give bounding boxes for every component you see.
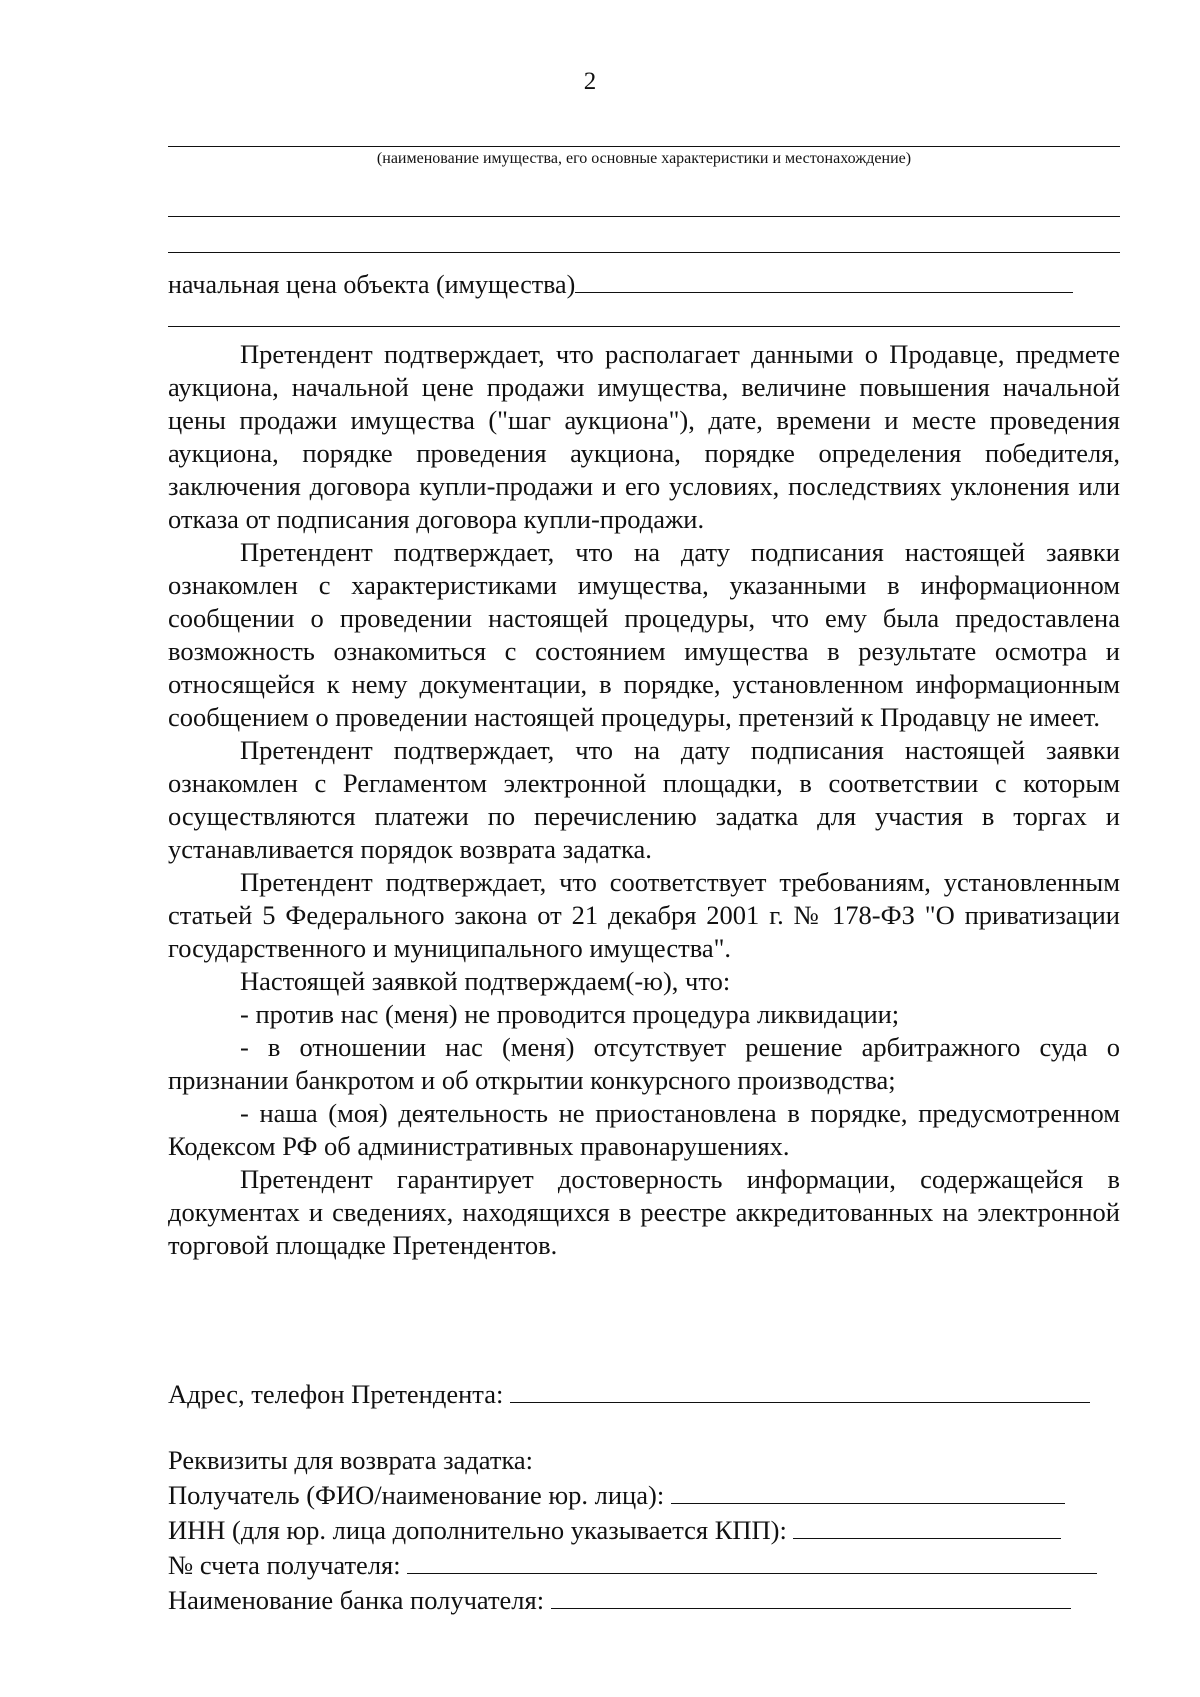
paragraph-property-familiarity: Претендент подтверждает, что на дату подписания настоящей заявки ознакомлен с характеристиками имущества, указанными в информационном сообщении о проведении настоящей процедуры, что ему была предоставлена возможность ознакомиться с состоянием имущества в результате осмотра и относящейся к нему документации, в порядке, установленном информационным сообщением о проведении настоящей процедуры, претензий к Продавцу не имеет. xyxy=(168,537,1120,732)
paragraph-no-bankruptcy: - в отношении нас (меня) отсутствует решение арбитражного суда о признании банкротом и об открытии конкурсного производства; xyxy=(168,1032,1120,1095)
paragraph-guarantee: Претендент гарантирует достоверность информации, содержащейся в документах и сведениях, находящихся в реестре аккредитованных на электронной торговой площадке Претендентов. xyxy=(168,1164,1120,1260)
property-name-line xyxy=(168,146,1120,147)
recipient-label: Получатель (ФИО/наименование юр. лица): xyxy=(168,1480,665,1510)
application-statements xyxy=(168,338,1120,1262)
bank-field xyxy=(551,1582,1071,1609)
contact-field xyxy=(510,1376,1090,1403)
bank-label: Наименование банка получателя: xyxy=(168,1585,545,1615)
paragraph-not-suspended: - наша (моя) деятельность не приостановлена в порядке, предусмотренном Кодексом РФ об административных правонарушениях. xyxy=(168,1098,1120,1161)
paragraph-confirmation-intro: Настоящей заявкой подтверждаем(-ю), что: xyxy=(240,966,731,996)
recipient-field xyxy=(671,1477,1065,1504)
paragraph-requirements: Претендент подтверждает, что соответствует требованиям, установленным статьей 5 Федерального закона от 21 декабря 2001 г. № 178-ФЗ "О приватизации государственного и муниципального имущества". xyxy=(168,867,1120,963)
refund-heading: Реквизиты для возврата задатка: xyxy=(168,1445,534,1475)
start-price-extra-line xyxy=(168,326,1120,327)
paragraph-platform-rules: Претендент подтверждает, что на дату подписания настоящей заявки ознакомлен с Регламентом электронной площадки, в соответствии с которым осуществляются платежи по перечислению задатка для участия в торгах и устанавливается порядок возврата задатка. xyxy=(168,735,1120,864)
start-price-label: начальная цена объекта (имущества) xyxy=(168,270,576,299)
property-details-line-2 xyxy=(168,252,1120,253)
contact-row xyxy=(168,1376,1120,1411)
property-details-line-1 xyxy=(168,216,1120,217)
refund-details xyxy=(168,1444,1120,1617)
inn-label: ИНН (для юр. лица дополнительно указывается КПП): xyxy=(168,1515,787,1545)
account-label: № счета получателя: xyxy=(168,1550,401,1580)
account-field xyxy=(407,1547,1097,1574)
page-number: 2 xyxy=(583,68,597,95)
paragraph-no-liquidation: - против нас (меня) не проводится процедура ликвидации; xyxy=(240,999,900,1029)
inn-field xyxy=(793,1512,1061,1539)
property-caption: (наименование имущества, его основные характеристики и местонахождение) xyxy=(376,150,912,167)
start-price-row xyxy=(168,266,1073,301)
paragraph-awareness: Претендент подтверждает, что располагает данными о Продавце, предмете аукциона, начальной цене продажи имущества, величине повышения начальной цены продажи имущества ("шаг аукциона"), дате, времени и месте проведения аукциона, порядке проведения аукциона, порядке определения победителя, заключения договора купли-продажи и его условиях, последствиях уклонения или отказа от подписания договора купли-продажи. xyxy=(168,339,1120,534)
start-price-field xyxy=(575,266,1073,293)
contact-label: Адрес, телефон Претендента: xyxy=(168,1379,504,1409)
